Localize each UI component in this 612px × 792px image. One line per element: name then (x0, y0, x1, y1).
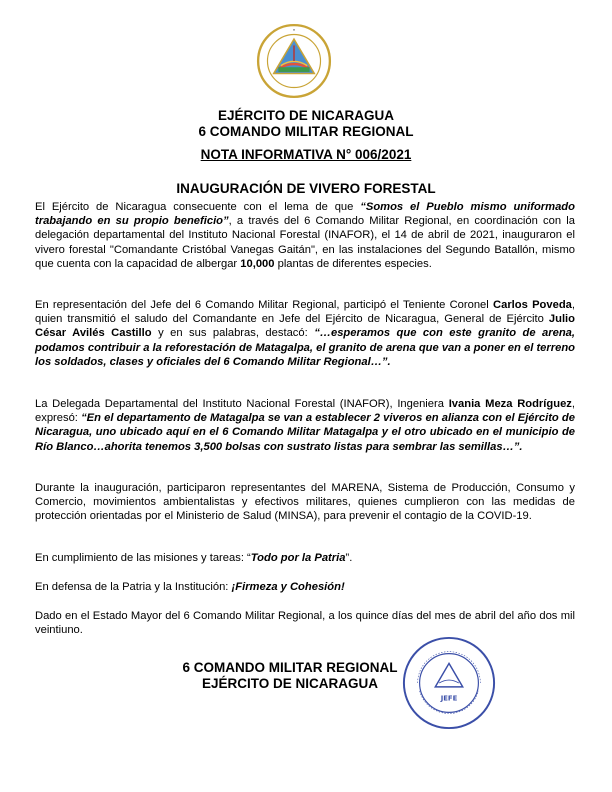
paragraph-6: En defensa de la Patria y la Institución: ¡Firmeza y Cohesión! (35, 581, 345, 593)
paragraph-2: En representación del Jefe del 6 Comando Militar Regional, participó el Teniente Coronel Carlos Poveda, quien transmitió el saludo del Comandante en Jefe del Ejército de Nicaragua, General de Ejército Julio César Avilés Castillo y en sus palabras, destacó: “…esperamos que con este granito de arena, podamos contribuir a la reforestación de Matagalpa, el granito de arena que van a poner en el terreno los soldados, clases y oficiales del 6 Comando Militar Regional…”. (35, 299, 576, 368)
document-title: INAUGURACIÓN DE VIVERO FORESTAL (176, 181, 436, 196)
svg-text:JEFE: JEFE (440, 694, 458, 703)
header-org: EJÉRCITO DE NICARAGUA (217, 108, 395, 123)
person-name: Carlos Poveda (493, 299, 572, 311)
person-name: Julio César Avilés Castillo (35, 313, 575, 340)
motto-quote: “Somos el Pueblo mismo uniformado trabajando en su propio beneficio” (35, 201, 575, 228)
paragraph-4: Durante la inauguración, participaron representantes del MARENA, Sistema de Producción, Consumo y Comercio, movimientos ambientalistas y efectivos militares, quienes cumplieron con las medidas de protección orientadas por el Ministerio de Salud (MINSA), para prevenir el contagio de la COVID-19. (35, 482, 575, 523)
speech-quote: “…esperamos que con este granito de arena, podamos contribuir a la reforestación de Matagalpa, el granito de arena que van a poner en el terreno los soldados, clases y oficiales del 6 Comando Militar Regional…”. (35, 327, 576, 368)
nicaragua-coat-of-arms-icon (255, 22, 333, 100)
header-unit: 6 COMANDO MILITAR REGIONAL (198, 124, 414, 139)
paragraph-5: En cumplimiento de las misiones y tareas: “Todo por la Patria”. (35, 552, 353, 564)
paragraph-3: La Delegada Departamental del Instituto Nacional Forestal (INAFOR), Ingeniera Ivania Meza Rodríguez, expresó: “En el departamento de Matagalpa se van a establecer 2 viveros en alianza con el Ejército de Nicaragua, uno ubicado aquí en el 6 Comando Militar Matagalpa y el otro ubicado en el municipio de Río Blanco…ahorita tenemos 3,500 bolsas con sustrato listas para sembrar las semillas…”. (35, 398, 575, 453)
plant-count: 10,000 (240, 257, 275, 270)
paragraph-1: El Ejército de Nicaragua consecuente con el lema de que “Somos el Pueblo mismo uniformado trabajando en su propio beneficio”, a través del 6 Comando Militar Regional, en coordinación con la delegación departamental del Instituto Nacional Forestal (INAFOR), el 14 de abril de 2021, inauguraron el vivero forestal "Comandante Cristóbal Vanegas Gaitán", en las instalaciones del Segundo Batallón, mismo que cuenta con la capacidad de albergar 10,000 plantas de diferentes especies. (35, 201, 576, 270)
svg-text:•: • (292, 28, 296, 34)
slogan: ¡Firmeza y Cohesión (231, 581, 341, 593)
paragraph-7: Dado en el Estado Mayor del 6 Comando Militar Regional, a los quince días del mes de abril del año dos mil veintiuno. (35, 610, 575, 637)
official-stamp-icon (400, 634, 498, 732)
footer-org: EJÉRCITO DE NICARAGUA (201, 676, 379, 691)
note-number: NOTA INFORMATIVA N° 006/2021 (200, 147, 412, 162)
speech-quote: “En el departamento de Matagalpa se van a establecer 2 viveros en alianza con el Ejército de Nicaragua, uno ubicado aquí en el 6 Comando Militar Matagalpa y el otro ubicado en el municipio de Río Blanco…ahorita tenemos 3,500 bolsas con sustrato listas para sembrar las semillas…”. (35, 412, 575, 453)
footer-unit: 6 COMANDO MILITAR REGIONAL (182, 660, 398, 675)
person-name: Ivania Meza Rodríguez (448, 398, 572, 410)
slogan: Todo por la Patria (250, 552, 346, 564)
